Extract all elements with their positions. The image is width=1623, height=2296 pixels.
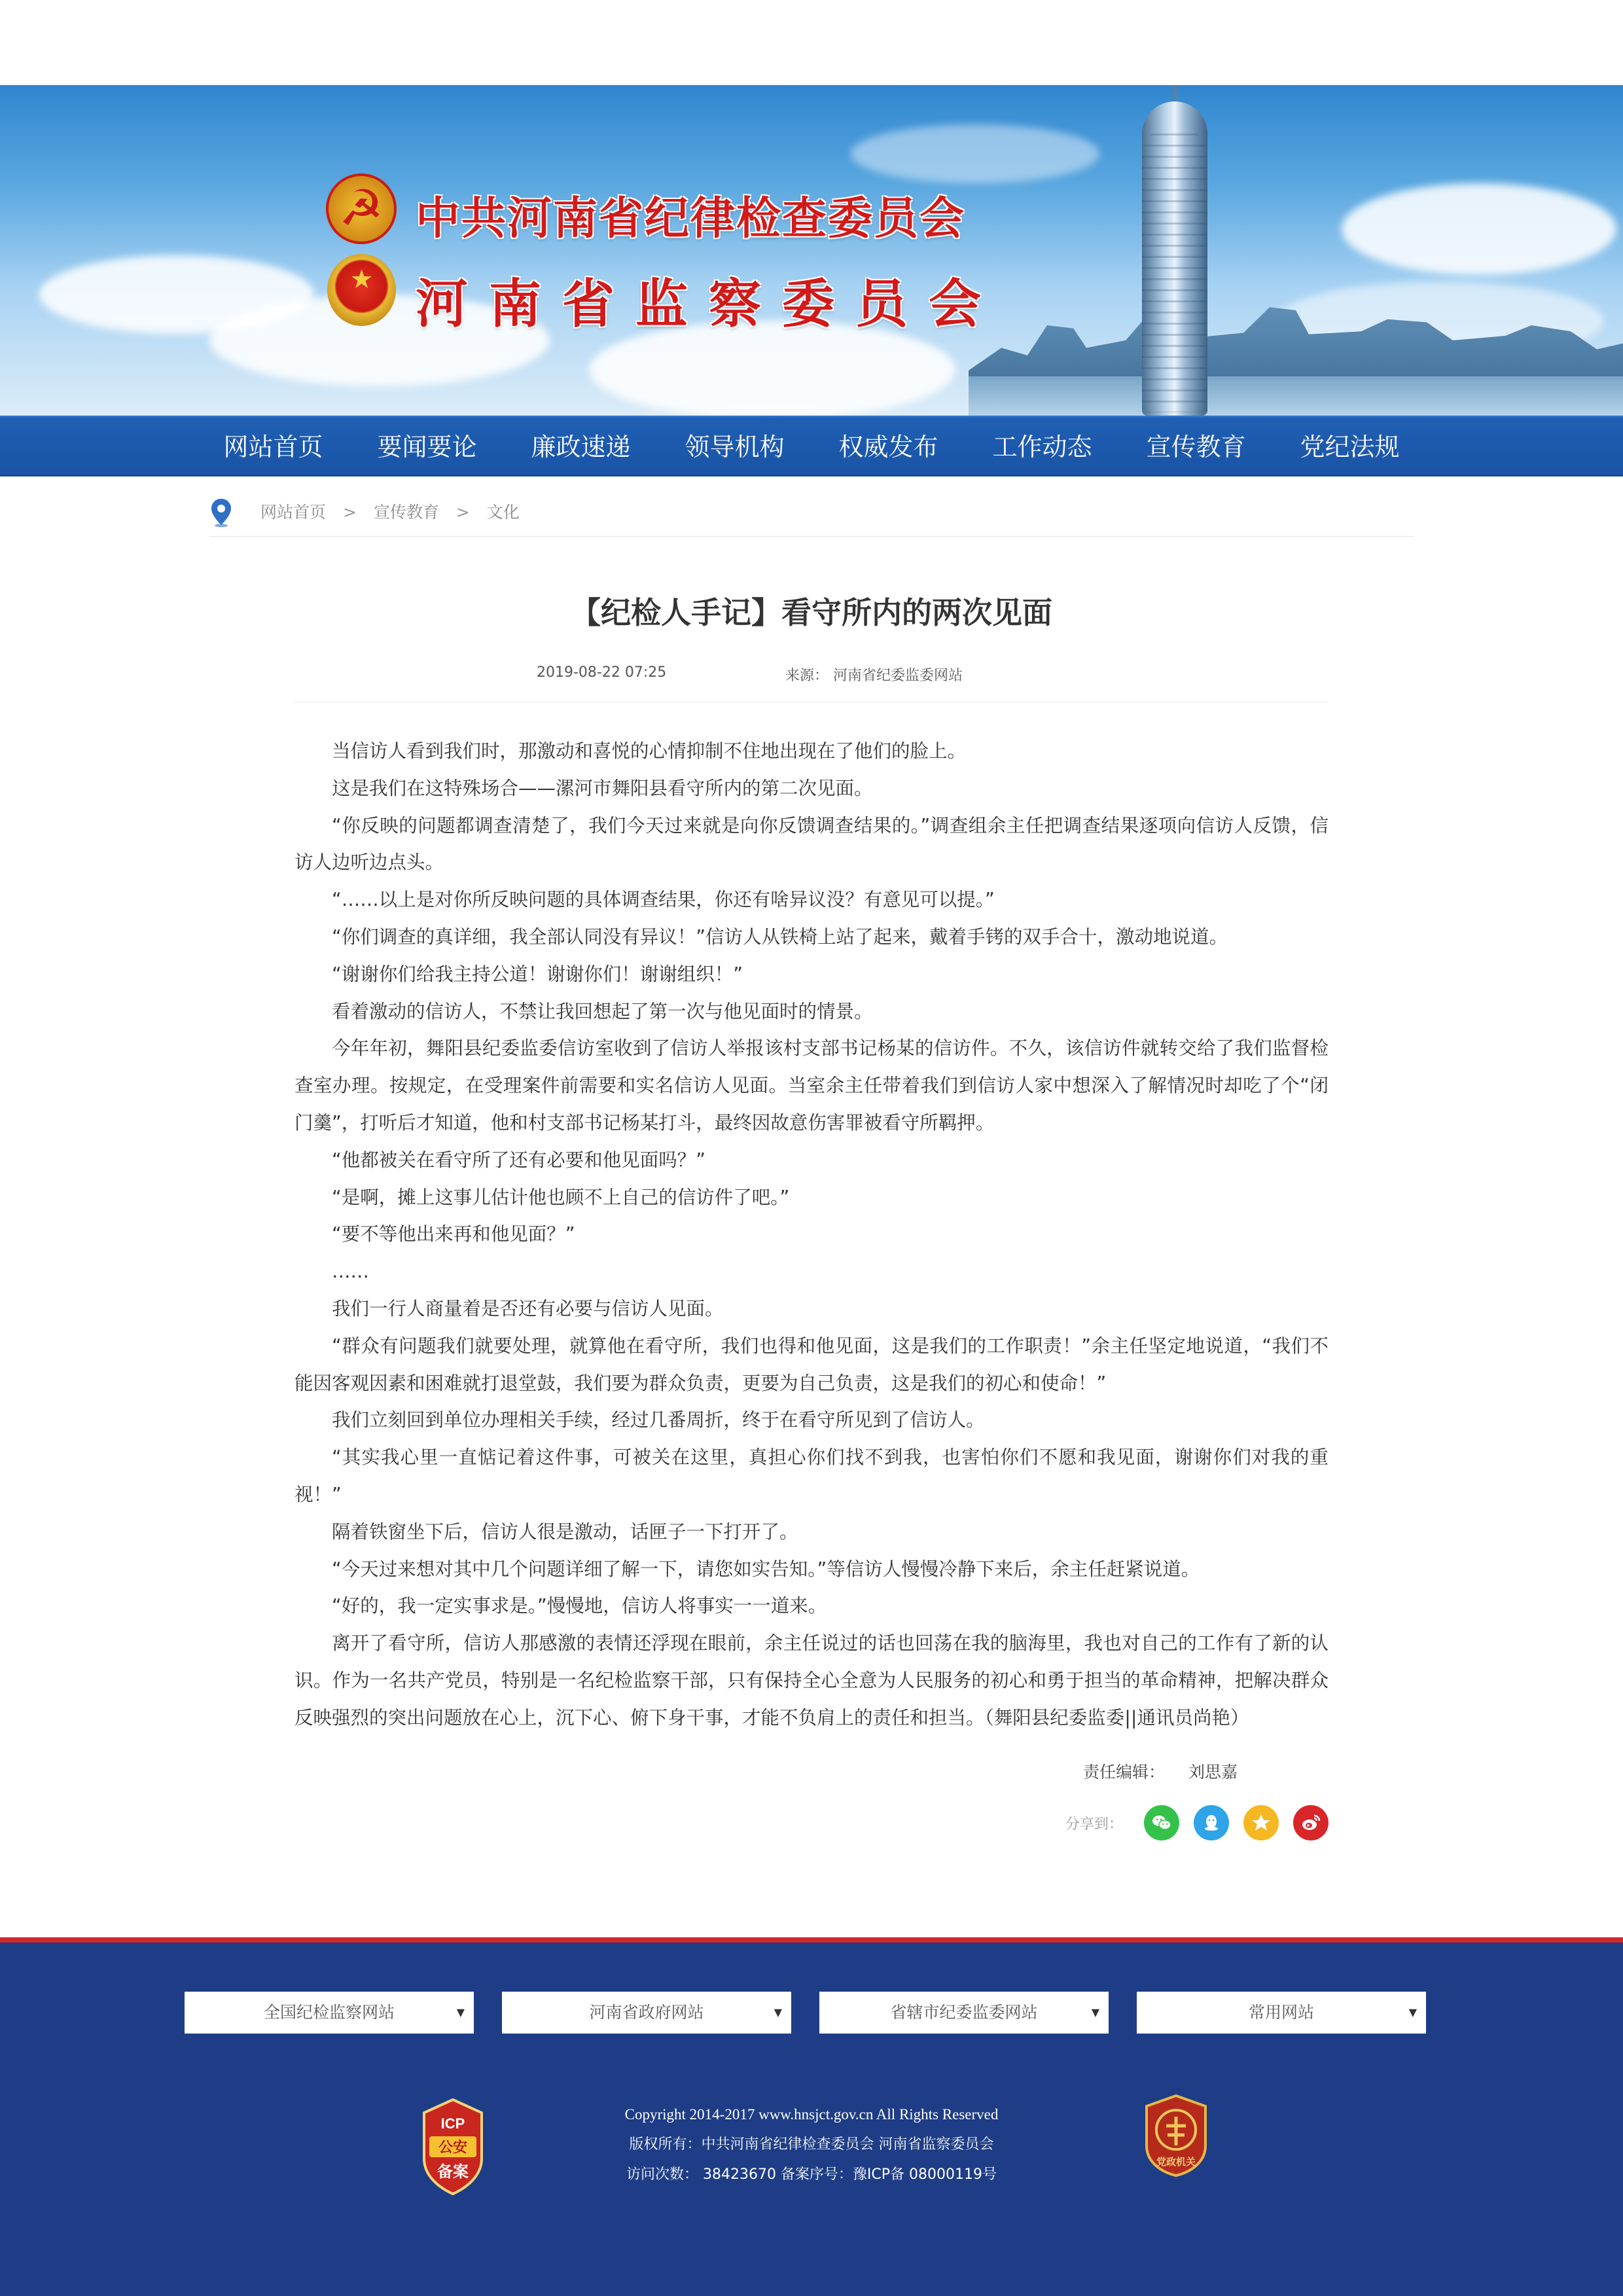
icp-badge-top: ICP	[440, 2115, 465, 2132]
nav-item-education[interactable]: 宣传教育	[1146, 433, 1246, 461]
paragraph: “谢谢你们给我主持公道！谢谢你们！谢谢组织！”	[332, 963, 743, 985]
paragraph: “你们调查的真详细，我全部认同没有异议！”信访人从铁椅上站了起来，戴着手铐的双手合十，激动地说道。	[332, 925, 1228, 948]
breadcrumb-culture[interactable]: 文化	[486, 503, 520, 522]
wechat-icon[interactable]	[1144, 1805, 1179, 1840]
nav-item-work[interactable]: 工作动态	[992, 433, 1092, 461]
article-title: 【纪检人手记】看守所内的两次见面	[571, 595, 1052, 630]
paragraph: 我们一行人商量着是否还有必要与信访人见面。	[332, 1297, 724, 1319]
paragraph: “群众有问题我们就要处理，就算他在看守所，我们也得和他见面，这是我们的工作职责！”余主任坚定地说道，“我们不能因客观因素和困难就打退堂鼓，我们要为群众负责，更要为自己负责，这是我们的初心和使命！”	[294, 1335, 1329, 1394]
chevron-down-icon: ▼	[774, 2006, 782, 2018]
paragraph: ……	[332, 1261, 369, 1283]
nav-item-releases[interactable]: 权威发布	[838, 433, 938, 461]
site-title-supervision: 河南省监察委员会	[416, 274, 1002, 334]
nav-item-home[interactable]: 网站首页	[223, 433, 323, 461]
footer	[0, 1943, 1623, 2296]
select-label: 省辖市纪委监委网站	[890, 2003, 1038, 2022]
chevron-down-icon: ▼	[456, 2006, 465, 2018]
paragraph: 这是我们在这特殊场合——漯河市舞阳县看守所内的第二次见面。	[332, 777, 873, 799]
article-source: 来源： 河南省纪委监委网站	[785, 668, 963, 684]
paragraph: 我们立刻回到单位办理相关手续，经过几番周折，终于在看守所见到了信访人。	[332, 1409, 985, 1431]
nav-item-news[interactable]: 要闻要论	[377, 433, 477, 461]
paragraph: 离开了看守所，信访人那感激的表情还浮现在眼前，余主任说过的话也回荡在我的脑海里，我也对自己的工作有了新的认识。作为一名共产党员，特别是一名纪检监察干部，只有保持全心全意为人民服务的初心和勇于担当的革命精神，把解决群众反映强烈的突出问题放在心上，沉下心、俯下身干事，才能不负肩上的责任和担当。（舞阳县纪委监委||通讯员尚艳）	[294, 1632, 1329, 1729]
paragraph: “……以上是对你所反映问题的具体调查结果，你还有啥异议没？有意见可以提。”	[332, 889, 995, 911]
chevron-down-icon: ▼	[1408, 2006, 1417, 2018]
article-editor	[1083, 1759, 1238, 1783]
national-emblem-icon: ★	[327, 254, 396, 326]
footer-info	[0, 2100, 1623, 2190]
nav-item-integrity[interactable]: 廉政速递	[531, 433, 631, 461]
select-label: 河南省政府网站	[589, 2003, 704, 2022]
qq-icon[interactable]	[1194, 1805, 1229, 1840]
editor-label: 责任编辑：	[1083, 1763, 1166, 1782]
paragraph: 当信访人看到我们时，那激动和喜悦的心情抑制不住地出现在了他们的脸上。	[332, 740, 967, 762]
article-meta	[0, 664, 1623, 688]
paragraph: 看着激动的信访人，不禁让我回想起了第一次与他见面时的情景。	[332, 1000, 873, 1022]
paragraph: “好的，我一定实事求是。”慢慢地，信访人将事实一一道来。	[332, 1595, 827, 1617]
location-pin-icon	[209, 497, 233, 528]
icp-badge-middle: 公安	[438, 2140, 468, 2156]
share-label: 分享到：	[1065, 1816, 1124, 1833]
paragraph: “今天过来想对其中几个问题详细了解一下，请您如实告知。”等信访人慢慢冷静下来后，余主任赶紧说道。	[332, 1558, 1200, 1580]
select-label: 全国纪检监察网站	[263, 2003, 395, 2022]
paragraph: 隔着铁窗坐下后，信访人很是激动，话匣子一下打开了。	[332, 1520, 798, 1543]
main-nav	[0, 416, 1623, 476]
select-common-sites[interactable]	[1137, 1992, 1426, 2034]
weibo-icon[interactable]	[1293, 1805, 1329, 1840]
chevron-down-icon: ▼	[1091, 2006, 1099, 2018]
nav-item-leadership[interactable]: 领导机构	[685, 433, 785, 461]
qzone-icon[interactable]	[1243, 1805, 1279, 1840]
select-label: 常用网站	[1248, 2003, 1314, 2022]
party-government-badge-icon[interactable]	[1140, 2093, 1212, 2178]
copyright-text: Copyright 2014-2017 www.hnsjct.gov.cn All Rights Reserved	[624, 2106, 999, 2123]
breadcrumb-home[interactable]: 网站首页	[260, 503, 327, 522]
paragraph: “你反映的问题都调查清楚了，我们今天过来就是向你反馈调查结果的。”调查组余主任把调查结果逐项向信访人反馈，信访人边听边点头。	[294, 814, 1329, 874]
header-banner	[0, 85, 1623, 416]
breadcrumb-separator: >	[342, 503, 357, 522]
paragraph: 今年年初，舞阳县纪委监委信访室收到了信访人举报该村支部书记杨某的信访件。不久，该信访件就转交给了我们监督检查室办理。按规定，在受理案件前需要和实名信访人见面。当室余主任带着我们到信访人家中想深入了解情况时却吃了个“闭门羹”，打听后才知道，他和村支部书记杨某打斗，最终因故意伤害罪被看守所羁押。	[294, 1037, 1329, 1134]
visit-count-text: 访问次数： 38423670 备案序号：豫ICP备 08000119号	[626, 2166, 997, 2183]
nav-item-regulations[interactable]: 党纪法规	[1300, 433, 1400, 461]
select-city-sites[interactable]	[819, 1992, 1109, 2034]
party-badge-label: 党政机关	[1156, 2156, 1196, 2168]
paragraph: “他都被关在看守所了还有必要和他见面吗？”	[332, 1149, 706, 1171]
site-title-cpc: 中共河南省纪律检查委员会	[416, 193, 966, 245]
select-national-sites[interactable]	[185, 1992, 474, 2034]
select-province-gov-sites[interactable]	[502, 1992, 791, 2034]
breadcrumb-education[interactable]: 宣传教育	[373, 503, 439, 522]
article-body	[294, 733, 1329, 1737]
paragraph: “要不等他出来再和他见面？”	[332, 1223, 575, 1246]
owner-text: 版权所有：中共河南省纪律检查委员会 河南省监察委员会	[629, 2136, 994, 2153]
breadcrumb-separator: >	[455, 503, 470, 522]
river	[969, 376, 1623, 416]
hammer-sickle-icon: ☭	[326, 173, 397, 244]
paragraph: “是啊，摊上这事儿估计他也顾不上自己的信访件了吧。”	[332, 1186, 790, 1208]
icp-badge-bottom: 备案	[437, 2162, 469, 2181]
breadcrumb	[209, 497, 1414, 537]
footer-accent-bar	[0, 1937, 1623, 1943]
editor-name: 刘思嘉	[1188, 1763, 1238, 1782]
paragraph: “其实我心里一直惦记着这件事，可被关在这里，真担心你们找不到我，也害怕你们不愿和我见面，谢谢你们对我的重视！”	[294, 1446, 1329, 1505]
article-date: 2019-08-22 07:25	[537, 664, 667, 681]
